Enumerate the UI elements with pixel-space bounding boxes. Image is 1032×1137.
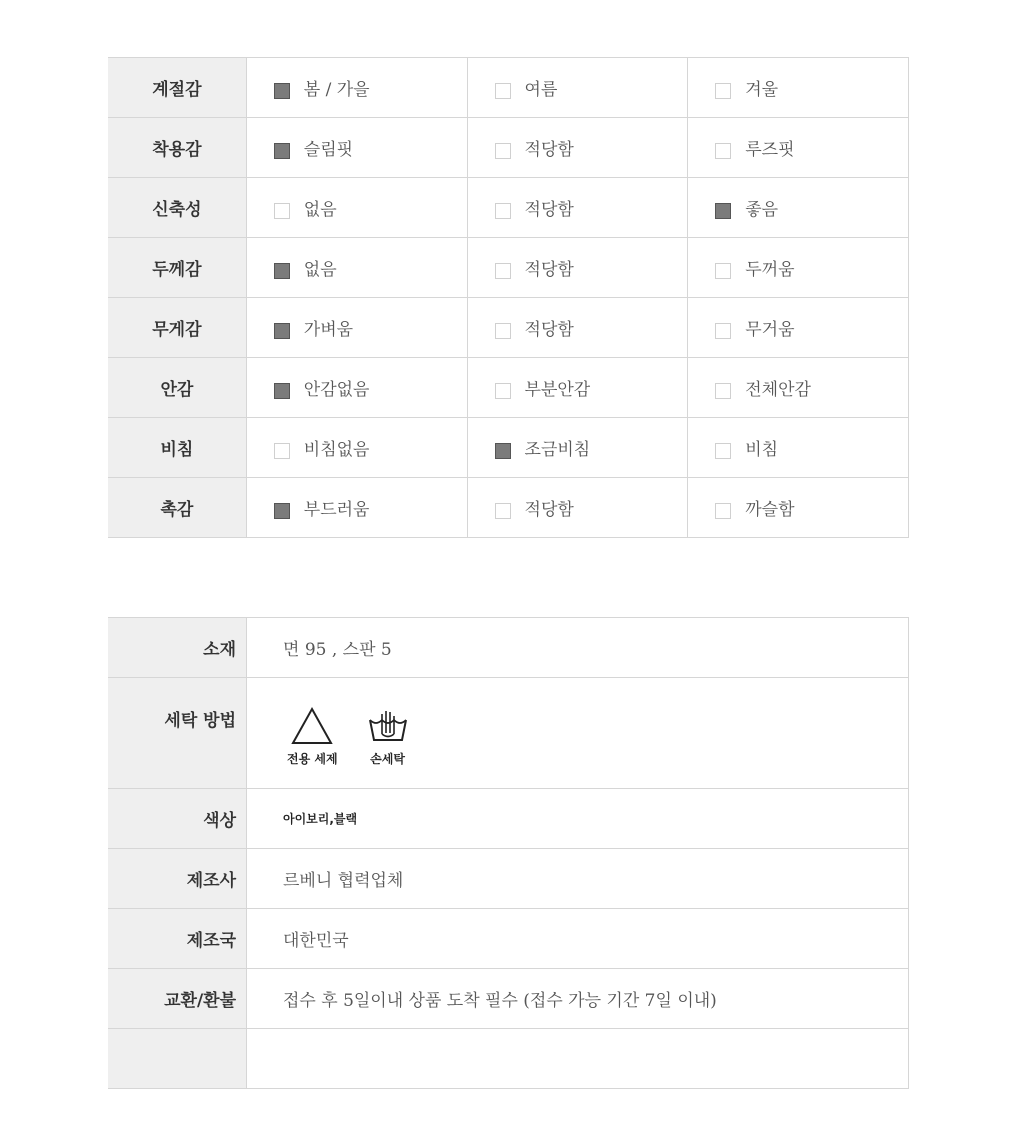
fit-row-label: 안감 (108, 358, 246, 418)
fit-row-label: 비침 (108, 418, 246, 478)
country-value: 대한민국 (247, 909, 909, 969)
fit-option-label: 적당함 (524, 260, 574, 280)
checked-box-icon (715, 203, 731, 219)
fit-option (467, 358, 688, 418)
fit-option (246, 358, 467, 418)
unchecked-box-icon (715, 263, 731, 279)
fit-option-label: 없음 (303, 200, 337, 220)
fit-info-table (108, 57, 909, 538)
fit-option-label: 비침 (745, 440, 779, 460)
fit-row (108, 418, 909, 478)
triangle-icon (290, 706, 334, 746)
fit-info-body (108, 58, 909, 538)
unchecked-box-icon (495, 83, 511, 99)
fit-option-label: 부드러움 (303, 500, 370, 520)
fit-row-label: 두께감 (108, 238, 246, 298)
fit-option (688, 58, 909, 118)
unchecked-box-icon (495, 323, 511, 339)
fit-option-label: 여름 (524, 80, 558, 100)
color-value: 아이보리,블랙 (247, 789, 909, 849)
fit-option (246, 298, 467, 358)
unchecked-box-icon (495, 143, 511, 159)
checked-box-icon (274, 503, 290, 519)
fit-option (688, 418, 909, 478)
fit-row (108, 358, 909, 418)
empty-row (108, 1029, 909, 1089)
fit-option (688, 298, 909, 358)
fit-option-label: 없음 (303, 260, 337, 280)
material-value: 면 95 , 스판 5 (247, 618, 909, 678)
fit-row-label: 착용감 (108, 118, 246, 178)
unchecked-box-icon (715, 383, 731, 399)
exchange-label: 교환/환불 (108, 969, 247, 1029)
fit-row-label: 무게감 (108, 298, 246, 358)
fit-row (108, 118, 909, 178)
material-label: 소재 (108, 618, 247, 678)
fit-option-label: 적당함 (524, 500, 574, 520)
empty-label (108, 1029, 247, 1089)
color-row (108, 789, 909, 849)
fit-option (467, 418, 688, 478)
material-row (108, 618, 909, 678)
unchecked-box-icon (495, 383, 511, 399)
fit-option-label: 전체안감 (745, 380, 811, 400)
unchecked-box-icon (495, 203, 511, 219)
unchecked-box-icon (715, 323, 731, 339)
unchecked-box-icon (715, 443, 731, 459)
checked-box-icon (495, 443, 511, 459)
fit-option-label: 좋음 (745, 200, 779, 220)
wash-hand (366, 706, 410, 767)
country-row (108, 909, 909, 969)
maker-label: 제조사 (108, 849, 247, 909)
checked-box-icon (274, 83, 290, 99)
fit-option-label: 루즈핏 (745, 140, 795, 160)
fit-option-label: 부분안감 (524, 380, 591, 400)
fit-option-label: 가벼움 (303, 320, 354, 340)
fit-row-label: 신축성 (108, 178, 246, 238)
checked-box-icon (274, 383, 290, 399)
fit-option-label: 적당함 (524, 320, 574, 340)
fit-option (688, 238, 909, 298)
checked-box-icon (274, 263, 290, 279)
fit-option (467, 178, 688, 238)
washing-value (247, 678, 909, 789)
fit-option (688, 478, 909, 538)
product-info-table (108, 617, 909, 1089)
fit-option (246, 58, 467, 118)
wash-detergent (287, 706, 338, 767)
unchecked-box-icon (274, 443, 290, 459)
empty-value (247, 1029, 909, 1089)
fit-row-label: 촉감 (108, 478, 246, 538)
fit-option-label: 조금비침 (524, 440, 591, 460)
fit-option (246, 178, 467, 238)
fit-row (108, 58, 909, 118)
fit-row (108, 178, 909, 238)
fit-option (688, 358, 909, 418)
fit-option (688, 178, 909, 238)
fit-option-label: 무거움 (745, 320, 795, 340)
fit-option (246, 118, 467, 178)
fit-row (108, 478, 909, 538)
fit-option-label: 슬림핏 (303, 140, 354, 160)
checked-box-icon (274, 143, 290, 159)
fit-option (467, 478, 688, 538)
fit-option (467, 238, 688, 298)
fit-option (688, 118, 909, 178)
unchecked-box-icon (495, 503, 511, 519)
washing-row (108, 678, 909, 789)
maker-row (108, 849, 909, 909)
fit-option-label: 적당함 (524, 200, 574, 220)
wash-hand-label: 손세탁 (370, 751, 405, 766)
unchecked-box-icon (715, 503, 731, 519)
country-label: 제조국 (108, 909, 247, 969)
washing-label: 세탁 방법 (108, 678, 247, 789)
fit-option-label: 비침없음 (303, 440, 370, 460)
fit-option (467, 298, 688, 358)
fit-option-label: 봄 / 가을 (303, 80, 370, 100)
hand-wash-icon (366, 706, 410, 746)
unchecked-box-icon (274, 203, 290, 219)
checked-box-icon (274, 323, 290, 339)
fit-option-label: 안감없음 (303, 380, 370, 400)
fit-option (467, 118, 688, 178)
exchange-value: 접수 후 5일이내 상품 도착 필수 (접수 가능 기간 7일 이내) (247, 969, 909, 1029)
fit-row-label: 계절감 (108, 58, 246, 118)
exchange-row (108, 969, 909, 1029)
fit-option-label: 까슬함 (745, 500, 795, 520)
fit-option (246, 418, 467, 478)
fit-option (246, 478, 467, 538)
unchecked-box-icon (715, 143, 731, 159)
fit-row (108, 238, 909, 298)
color-label: 색상 (108, 789, 247, 849)
fit-option (246, 238, 467, 298)
fit-option-label: 두꺼움 (745, 260, 795, 280)
fit-option-label: 겨울 (745, 80, 779, 100)
fit-option (467, 58, 688, 118)
maker-value: 르베니 협력업체 (247, 849, 909, 909)
fit-row (108, 298, 909, 358)
wash-detergent-label: 전용 세제 (287, 751, 338, 766)
fit-option-label: 적당함 (524, 140, 574, 160)
unchecked-box-icon (715, 83, 731, 99)
unchecked-box-icon (495, 263, 511, 279)
